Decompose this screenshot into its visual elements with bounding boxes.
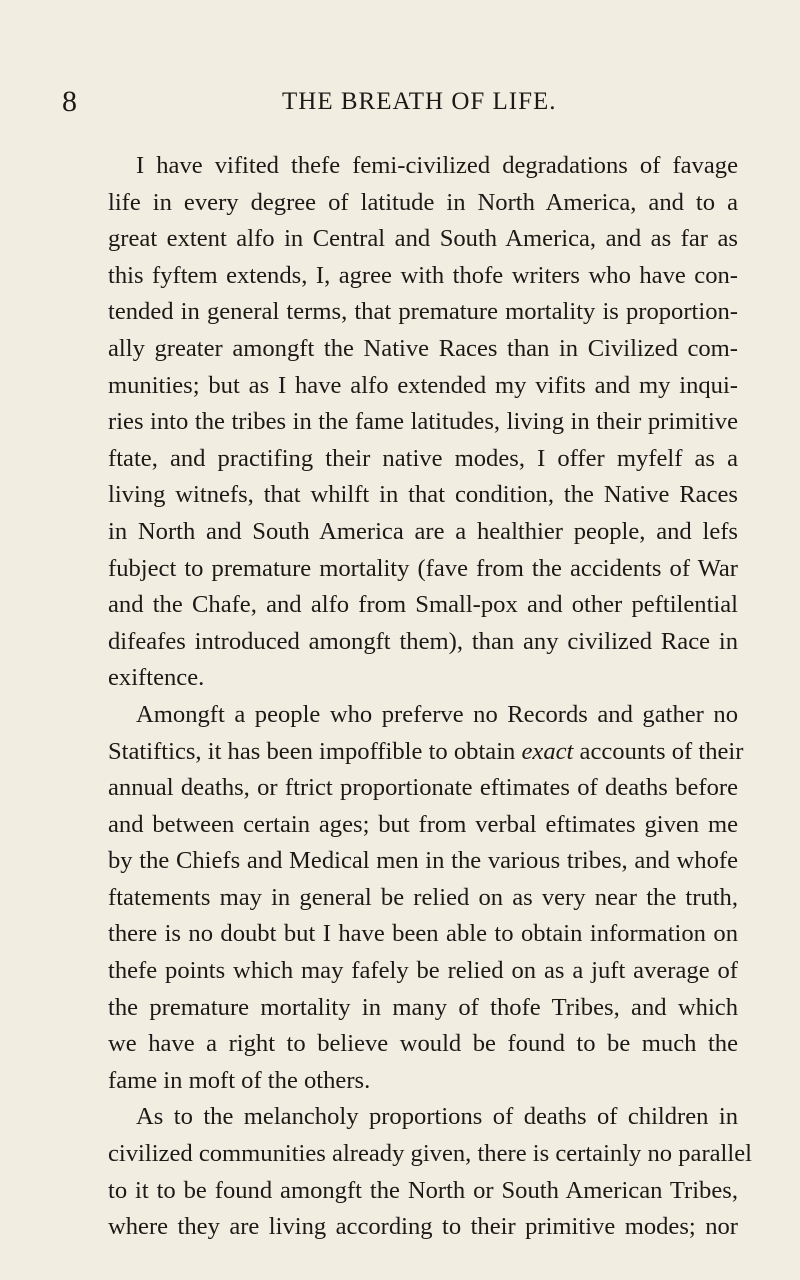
text-line: munities; but as I have alfo extended my vifits and my inqui- [108, 371, 738, 399]
text-line: civilized communities already given, there is certainly no parallel [108, 1140, 752, 1168]
text-line: there is no doubt but I have been able to obtain information on [108, 920, 738, 948]
text-line: Amongft a people who preferve no Records and gather no [136, 700, 738, 728]
body-text [108, 148, 752, 1246]
text-line: great extent alfo in Central and South America, and as far as [108, 225, 738, 253]
paragraph-1 [108, 148, 738, 697]
text-line: where they are living according to their primitive modes; nor [108, 1213, 738, 1241]
text-line: and between certain ages; but from verbal eftimates given me [108, 810, 738, 838]
text-line: thefe points which may fafely be relied on as a juft average of [108, 957, 738, 985]
text-line: in North and South America are a healthier people, and lefs [108, 517, 738, 545]
text-line: tended in general terms, that premature mortality is proportion- [108, 298, 738, 326]
text-line: ftate, and practifing their native modes, I offer myfelf as a [108, 444, 738, 472]
page-number: 8 [62, 85, 77, 118]
text-line: As to the melancholy proportions of deaths of children in [136, 1103, 738, 1131]
text-line: fubject to premature mortality (fave from the accidents of War [108, 554, 738, 582]
text-line: to it to be found amongft the North or South American Tribes, [108, 1176, 738, 1204]
text-line: I have vifited thefe femi-civilized degradations of favage [136, 152, 738, 179]
running-head [0, 82, 800, 122]
italic-word: exact [521, 737, 574, 765]
text-line: living witnefs, that whilft in that condition, the Native Races [108, 481, 738, 509]
text-line: fame in moft of the others. [108, 1066, 371, 1094]
text-line: and the Chafe, and alfo from Small-pox and other peftilential [108, 591, 738, 619]
text-line: difeafes introduced amongft them), than any civilized Race in [108, 627, 738, 655]
running-title: THE BREATH OF LIFE. [282, 88, 557, 115]
text-line: ries into the tribes in the fame latitudes, living in their primitive [108, 408, 738, 436]
text-line: by the Chiefs and Medical men in the various tribes, and whofe [108, 847, 738, 875]
text-line: we have a right to believe would be found to be much the [108, 1030, 738, 1058]
text-line: ally greater amongft the Native Races than in Civilized com- [108, 334, 738, 362]
text-line: ftatements may in general be relied on as very near the truth, [108, 883, 738, 911]
text-line: exiftence. [108, 664, 205, 692]
text-line: annual deaths, or ftrict proportionate eftimates of deaths before [108, 774, 738, 802]
text-line-with-italic [108, 734, 744, 771]
text-line: this fyftem extends, I, agree with thofe writers who have con- [108, 261, 738, 289]
paragraph-2 [108, 697, 744, 1100]
text-line: life in every degree of latitude in North America, and to a [108, 188, 738, 216]
paragraph-3 [108, 1099, 752, 1245]
text-segment: accounts of their [579, 737, 744, 765]
text-segment: Statiftics, it has been impoffible to obtain [108, 737, 516, 765]
text-line: the premature mortality in many of thofe Tribes, and which [108, 993, 738, 1021]
